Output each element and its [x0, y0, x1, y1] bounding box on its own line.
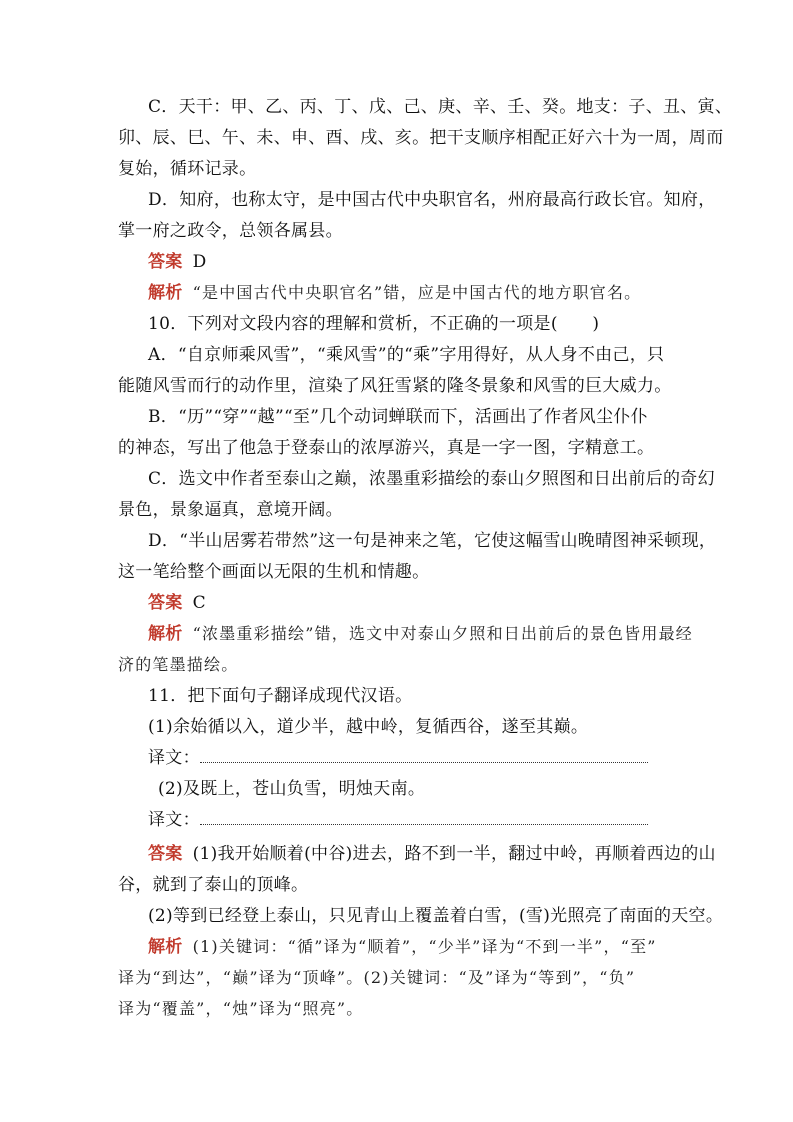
- q10-answer: [148, 588, 206, 618]
- q11-analysis: [148, 932, 657, 962]
- q11-sentence-1: (1)余始循以入，道少半，越中岭，复循西谷，遂至其巅。: [148, 717, 589, 737]
- translation-blank-2[interactable]: [200, 810, 648, 825]
- q11-answer: [148, 839, 716, 869]
- q11-analysis-text-3: 译为“覆盖”，“烛”译为“照亮”。: [118, 999, 364, 1018]
- analysis-label: 解析: [148, 937, 183, 957]
- q10-analysis-text-1: “浓墨重彩描绘”错，选文中对泰山夕照和日出前后的景色皆用最经: [192, 624, 693, 643]
- q10-analysis-line-2: [118, 650, 238, 680]
- q10-option-a-line-1: A．“自京师乘风雪”，“乘风雪”的“乘”字用得好，从人身不由己，只: [148, 345, 665, 365]
- q9-answer-value: D: [192, 252, 207, 272]
- q11-answer-line-3: (2)等到已经登上泰山，只见青山上覆盖着白雪，(雪)光照亮了南面的天空。: [148, 906, 724, 926]
- translation-label: 译文：: [148, 748, 200, 768]
- q11-question: 11．把下面句子翻译成现代汉语。: [148, 686, 413, 706]
- q9-option-d-line-2: 掌一府之政令，总领各属县。: [118, 221, 343, 241]
- q11-answer-line-2: 谷，就到了泰山的顶峰。: [118, 875, 309, 895]
- q9-option-c-line-3: 复始，循环记录。: [118, 159, 257, 179]
- q10-analysis-text-2: 济的笔墨描绘。: [118, 655, 239, 674]
- q11-analysis-line-3: [118, 994, 363, 1024]
- q10-option-b-line-1: B．“历”“穿”“越”“至”几个动词蝉联而下，活画出了作者风尘仆仆: [148, 407, 648, 427]
- answer-label: 答案: [148, 593, 183, 613]
- translation-label: 译文：: [148, 810, 200, 830]
- q9-analysis: [148, 278, 641, 308]
- q11-analysis-text-1: (1)关键词：“循”译为“顺着”，“少半”译为“不到一半”，“至”: [192, 937, 657, 956]
- q11-analysis-text-2: 译为“到达”，“巅”译为“顶峰”。(2)关键词：“及”译为“等到”，“负”: [118, 968, 636, 987]
- q10-answer-value: C: [192, 593, 206, 613]
- q11-translation-1-row: [148, 743, 648, 773]
- q9-analysis-text: “是中国古代中央职官名”错，应是中国古代的地方职官名。: [192, 283, 642, 302]
- q10-option-a-line-2: 能随风雪而行的动作里，渲染了风狂雪紧的隆冬景象和风雪的巨大威力。: [118, 376, 672, 396]
- q10-option-d-line-1: D．“半山居雾若带然”这一句是神来之笔，它使这幅雪山晚晴图神采顿现，: [148, 531, 717, 551]
- q11-analysis-line-2: [118, 963, 635, 993]
- q11-sentence-2: (2)及既上，苍山负雪，明烛天南。: [158, 779, 426, 799]
- q10-option-d-line-2: 这一笔给整个画面以无限的生机和情趣。: [118, 562, 430, 582]
- q9-answer: [148, 247, 207, 277]
- q11-translation-2-row: [148, 805, 648, 835]
- analysis-label: 解析: [148, 283, 183, 303]
- q9-option-d-line-1: D．知府，也称太守，是中国古代中央职官名，州府最高行政长官。知府，: [148, 190, 716, 210]
- answer-label: 答案: [148, 844, 183, 864]
- translation-blank-1[interactable]: [200, 748, 648, 763]
- q11-answer-line-1: (1)我开始顺着(中谷)进去，路不到一半，翻过中岭，再顺着西边的山: [192, 844, 716, 864]
- q10-option-b-line-2: 的神态，写出了他急于登泰山的浓厚游兴，真是一字一图，字精意工。: [118, 438, 655, 458]
- q9-option-c-line-2: 卯、辰、巳、午、未、申、酉、戌、亥。把干支顺序相配正好六十为一周，周而: [118, 128, 724, 148]
- analysis-label: 解析: [148, 624, 183, 644]
- q10-option-c-line-1: C．选文中作者至泰山之巅，浓墨重彩描绘的泰山夕照图和日出前后的奇幻: [148, 469, 715, 489]
- answer-label: 答案: [148, 252, 183, 272]
- q10-analysis: [148, 619, 693, 649]
- q10-question: 10．下列对文段内容的理解和赏析，不正确的一项是( ): [148, 314, 600, 334]
- q10-option-c-line-2: 景色，景象逼真，意境开阔。: [118, 500, 343, 520]
- q9-option-c-line-1: C．天干：甲、乙、丙、丁、戊、己、庚、辛、壬、癸。地支：子、丑、寅、: [148, 97, 733, 117]
